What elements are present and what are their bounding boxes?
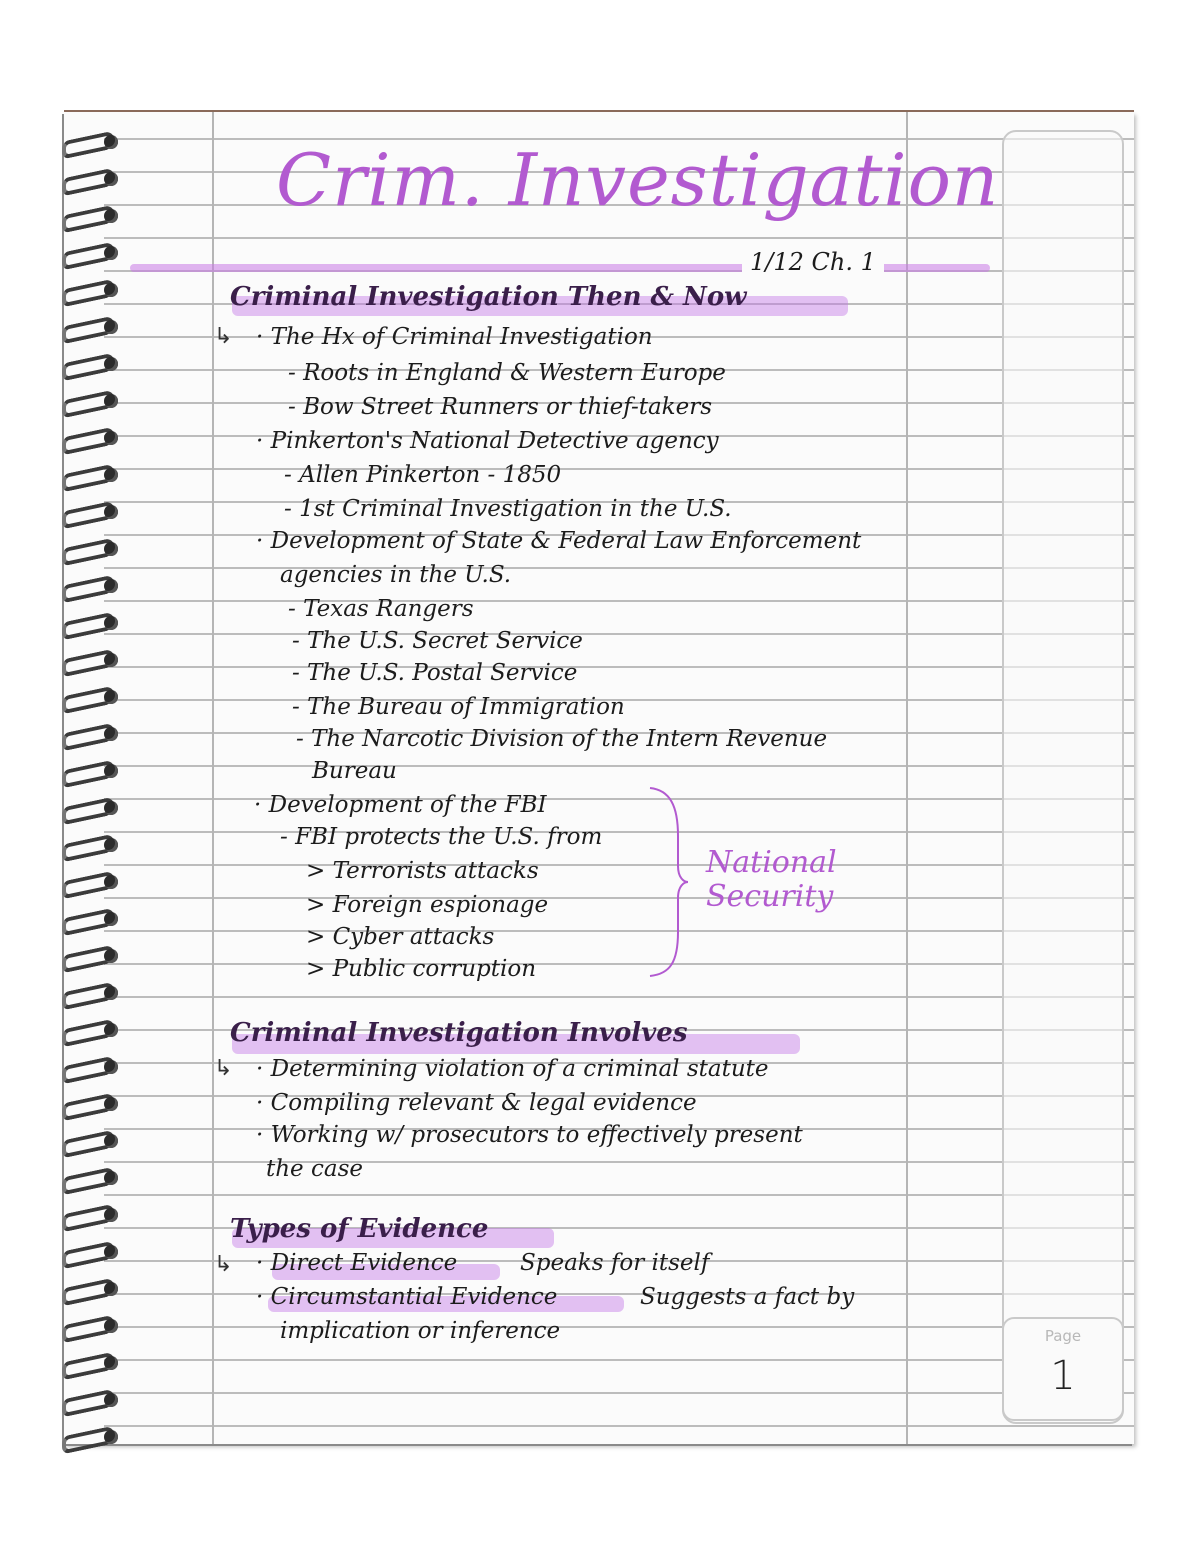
spiral-coil-icon [60,317,126,337]
spiral-coil-icon [60,835,126,855]
spiral-coil-icon [60,650,126,670]
term-direct-evidence: · Direct Evidence [256,1250,458,1276]
ruled-line [104,237,1134,239]
spiral-coil-icon [60,1242,126,1262]
spiral-coil-icon [60,872,126,892]
list-item: > Public corruption [306,956,537,982]
ruled-line [104,1359,1134,1361]
ruled-line [104,1194,1134,1196]
spiral-coil-icon [60,576,126,596]
spiral-coil-icon [60,946,126,966]
list-item: > Terrorists attacks [306,858,539,884]
ruled-line [104,1392,1134,1394]
left-margin-line [212,112,214,1444]
return-arrow-icon: ↳ [214,1056,233,1081]
list-item: agencies in the U.S. [280,562,512,588]
page-number-box [1002,1317,1124,1421]
ruled-line [104,567,1134,569]
side-panel [1002,130,1124,1424]
page-title: Crim. Investigation [276,138,1000,222]
spiral-coil-icon [60,1390,126,1410]
list-item: - 1st Criminal Investigation in the U.S. [284,496,732,522]
definition-text: Suggests a fact by [640,1284,855,1310]
spiral-coil-icon [60,465,126,485]
spiral-coil-icon [60,243,126,263]
ruled-line [104,864,1134,866]
right-margin-line [906,112,908,1444]
list-item: · Pinkerton's National Detective agency [256,428,719,454]
section-heading: Criminal Investigation Then & Now [230,282,747,312]
list-item: - Allen Pinkerton - 1850 [284,462,562,488]
list-item: - The U.S. Secret Service [292,628,583,654]
spiral-coil-icon [60,1353,126,1373]
spiral-coil-icon [60,391,126,411]
page-number: 1 [1050,1353,1076,1399]
national-security-annotation: National Security [706,845,837,914]
spiral-coil-icon [60,132,126,152]
spiral-binding [60,118,130,1438]
list-item: - FBI protects the U.S. from [280,824,603,850]
list-item: · Development of State & Federal Law Enforcement [256,528,862,554]
ruled-line [104,1326,1134,1328]
spiral-coil-icon [60,798,126,818]
list-item: > Cyber attacks [306,924,495,950]
list-item: · The Hx of Criminal Investigation [256,324,653,350]
ruled-line [104,831,1134,833]
list-item: the case [266,1156,363,1182]
spiral-coil-icon [60,354,126,374]
spiral-coil-icon [60,1205,126,1225]
page-label: Page [1044,1327,1082,1345]
list-item: - Bow Street Runners or thief-takers [288,394,713,420]
spiral-coil-icon [60,169,126,189]
spiral-coil-icon [60,428,126,448]
section-heading: Criminal Investigation Involves [230,1018,688,1048]
curly-brace-icon [648,786,688,978]
spiral-coil-icon [60,1020,126,1040]
ruled-line [104,1425,1134,1427]
ruled-line [104,930,1134,932]
ruled-line [104,996,1134,998]
list-item: - Texas Rangers [288,596,474,622]
spiral-coil-icon [60,1057,126,1077]
spiral-coil-icon [60,1279,126,1299]
spiral-coil-icon [60,687,126,707]
ruled-line [104,765,1134,767]
ruled-line [104,633,1134,635]
spiral-coil-icon [60,539,126,559]
ruled-line [104,468,1134,470]
spiral-coil-icon [60,1131,126,1151]
spiral-coil-icon [60,1427,126,1447]
list-item: - The Narcotic Division of the Intern Revenue [296,726,828,752]
list-item: · Compiling relevant & legal evidence [256,1090,697,1116]
definition-text: implication or inference [280,1318,561,1344]
list-item: - The U.S. Postal Service [292,660,578,686]
spiral-coil-icon [60,206,126,226]
list-item: · Development of the FBI [254,792,547,818]
spiral-coil-icon [60,983,126,1003]
return-arrow-icon: ↳ [214,1252,233,1277]
list-item: Bureau [312,758,397,784]
spiral-coil-icon [60,724,126,744]
list-item: · Working w/ prosecutors to effectively present [256,1122,803,1148]
spiral-coil-icon [60,1094,126,1114]
ruled-line [104,1161,1134,1163]
spiral-coil-icon [60,502,126,522]
spiral-coil-icon [60,909,126,929]
ruled-line [104,666,1134,668]
spiral-coil-icon [60,613,126,633]
ruled-line [104,600,1134,602]
list-item: > Foreign espionage [306,892,549,918]
ruled-line [104,897,1134,899]
ruled-line [104,963,1134,965]
list-item: - The Bureau of Immigration [292,694,625,720]
date-chapter: 1/12 Ch. 1 [742,248,884,276]
spiral-coil-icon [60,280,126,300]
list-item: - Roots in England & Western Europe [288,360,726,386]
list-item: · Determining violation of a criminal statute [256,1056,769,1082]
spiral-coil-icon [60,761,126,781]
definition-text: Speaks for itself [520,1250,710,1276]
return-arrow-icon: ↳ [214,324,233,349]
spiral-coil-icon [60,1168,126,1188]
term-circumstantial-evidence: · Circumstantial Evidence [256,1284,558,1310]
section-heading: Types of Evidence [230,1214,489,1244]
spiral-coil-icon [60,1316,126,1336]
